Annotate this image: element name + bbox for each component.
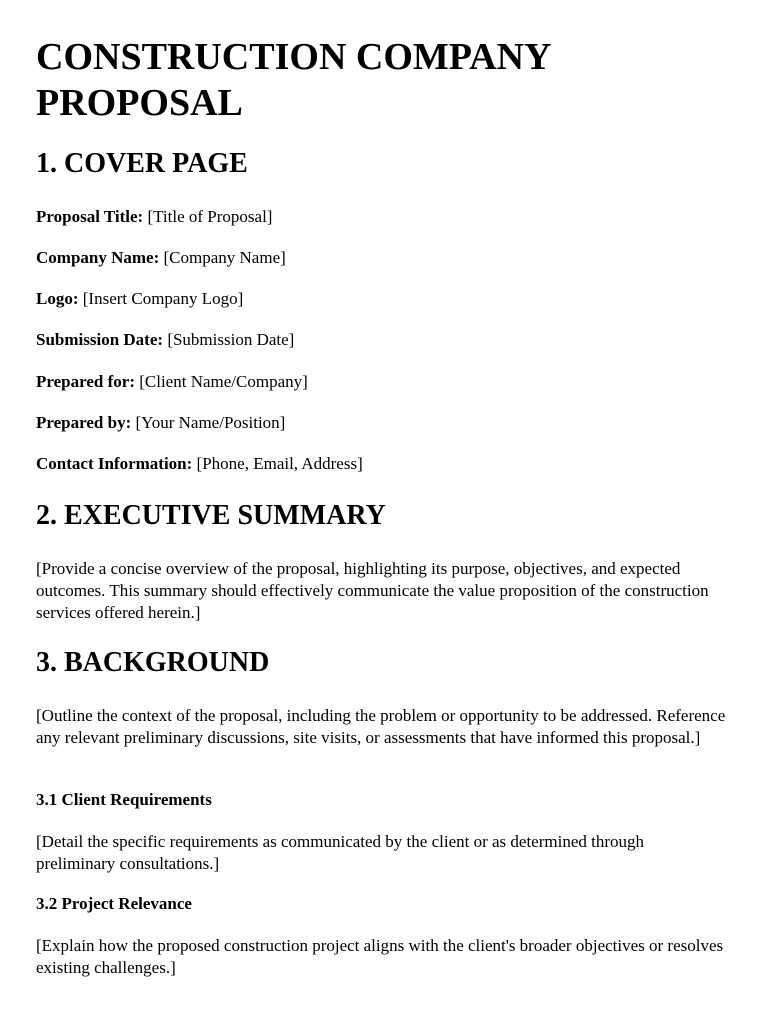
- field-prepared-for: [36, 372, 308, 392]
- field-label: Proposal Title:: [36, 207, 144, 226]
- field-logo: [36, 289, 243, 309]
- field-value: [Insert Company Logo]: [82, 289, 244, 308]
- field-company-name: [36, 248, 286, 268]
- field-value: [Phone, Email, Address]: [196, 454, 363, 473]
- field-contact-information: [36, 454, 363, 474]
- section-heading-executive-summary: 2. EXECUTIVE SUMMARY: [36, 500, 386, 531]
- field-label: Prepared by:: [36, 413, 132, 432]
- section-heading-cover-page: 1. COVER PAGE: [36, 148, 248, 179]
- executive-summary-text: [Provide a concise overview of the proposal, highlighting its purpose, objectives, and expected outcomes. This summary should effectively communicate the value proposition of the construction services offered herein.]: [36, 559, 709, 622]
- background-text: [Outline the context of the proposal, including the problem or opportunity to be addressed. Reference any relevant preliminary discussions, site visits, or assessments that have informed this proposal.]: [36, 706, 726, 747]
- subsection-heading-client-requirements: 3.1 Client Requirements: [36, 790, 212, 809]
- section-heading-background: 3. BACKGROUND: [36, 647, 270, 678]
- field-value: [Company Name]: [163, 248, 286, 267]
- field-value: [Submission Date]: [167, 330, 295, 349]
- project-relevance-text: [Explain how the proposed construction project aligns with the client's broader objectives or resolves existing challenges.]: [36, 936, 724, 977]
- field-value: [Title of Proposal]: [147, 207, 273, 226]
- document-title: CONSTRUCTION COMPANY PROPOSAL: [36, 36, 551, 124]
- field-value: [Client Name/Company]: [139, 372, 308, 391]
- field-prepared-by: [36, 413, 285, 433]
- field-label: Logo:: [36, 289, 79, 308]
- field-label: Contact Information:: [36, 454, 193, 473]
- client-requirements-text: [Detail the specific requirements as communicated by the client or as determined through preliminary consultations.]: [36, 832, 645, 873]
- field-label: Prepared for:: [36, 372, 135, 391]
- field-proposal-title: [36, 207, 272, 227]
- field-submission-date: [36, 330, 294, 350]
- subsection-heading-project-relevance: 3.2 Project Relevance: [36, 894, 192, 913]
- field-label: Submission Date:: [36, 330, 164, 349]
- field-label: Company Name:: [36, 248, 160, 267]
- field-value: [Your Name/Position]: [135, 413, 286, 432]
